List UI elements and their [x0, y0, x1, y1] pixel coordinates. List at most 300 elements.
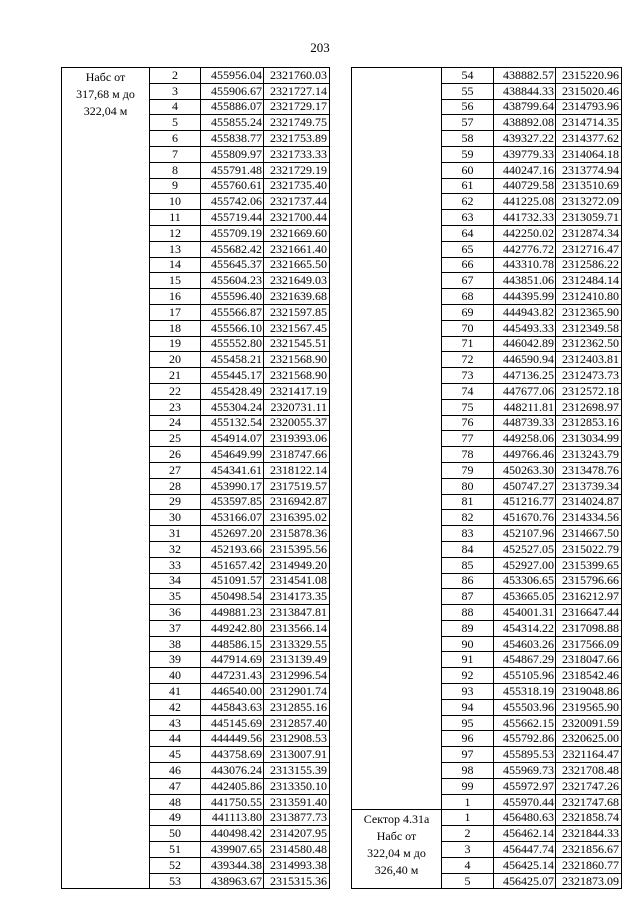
- x-coordinate: 453665.05: [494, 589, 556, 605]
- point-number: 31: [150, 526, 201, 542]
- x-coordinate: 452927.00: [494, 557, 556, 573]
- y-coordinate: 2319565.90: [556, 699, 622, 715]
- y-coordinate: 2321727.14: [264, 83, 330, 99]
- y-coordinate: 2315315.36: [264, 873, 330, 889]
- y-coordinate: 2315399.65: [556, 557, 622, 573]
- y-coordinate: 2312484.14: [556, 273, 622, 289]
- x-coordinate: 455596.40: [201, 289, 264, 305]
- x-coordinate: 454603.26: [494, 636, 556, 652]
- point-number: 65: [442, 241, 494, 257]
- x-coordinate: 441225.08: [494, 194, 556, 210]
- coordinates-table-left: [61, 67, 330, 889]
- y-coordinate: 2313155.39: [264, 763, 330, 779]
- point-number: 54: [442, 68, 494, 84]
- x-coordinate: 443758.69: [201, 747, 264, 763]
- point-number: 37: [150, 620, 201, 636]
- x-coordinate: 455742.06: [201, 194, 264, 210]
- y-coordinate: 2313243.79: [556, 447, 622, 463]
- point-number: 58: [442, 131, 494, 147]
- x-coordinate: 455105.96: [494, 668, 556, 684]
- y-coordinate: 2315022.79: [556, 541, 622, 557]
- x-coordinate: 455719.44: [201, 210, 264, 226]
- y-coordinate: 2312874.34: [556, 225, 622, 241]
- point-number: 96: [442, 731, 494, 747]
- x-coordinate: 455304.24: [201, 399, 264, 415]
- x-coordinate: 454001.31: [494, 605, 556, 621]
- point-number: 44: [150, 731, 201, 747]
- section-label-line: 326,40 м: [374, 863, 419, 878]
- y-coordinate: 2312996.54: [264, 668, 330, 684]
- y-coordinate: 2312855.16: [264, 699, 330, 715]
- x-coordinate: 441750.55: [201, 794, 264, 810]
- x-coordinate: 455792.86: [494, 731, 556, 747]
- x-coordinate: 455458.21: [201, 352, 264, 368]
- y-coordinate: 2318047.66: [556, 652, 622, 668]
- point-number: 1: [442, 810, 494, 826]
- x-coordinate: 438963.67: [201, 873, 264, 889]
- y-coordinate: 2312908.53: [264, 731, 330, 747]
- y-coordinate: 2312857.40: [264, 715, 330, 731]
- table-row: [352, 810, 622, 826]
- point-number: 38: [150, 636, 201, 652]
- point-number: 10: [150, 194, 201, 210]
- x-coordinate: 455809.97: [201, 146, 264, 162]
- y-coordinate: 2316647.44: [556, 605, 622, 621]
- y-coordinate: 2312853.16: [556, 415, 622, 431]
- x-coordinate: 451216.77: [494, 494, 556, 510]
- x-coordinate: 440247.16: [494, 162, 556, 178]
- point-number: 69: [442, 304, 494, 320]
- y-coordinate: 2321873.09: [556, 873, 622, 889]
- y-coordinate: 2317519.57: [264, 478, 330, 494]
- y-coordinate: 2312572.18: [556, 383, 622, 399]
- y-coordinate: 2321568.90: [264, 368, 330, 384]
- point-number: 87: [442, 589, 494, 605]
- y-coordinate: 2313774.94: [556, 162, 622, 178]
- point-number: 90: [442, 636, 494, 652]
- x-coordinate: 447231.43: [201, 668, 264, 684]
- point-number: 53: [150, 873, 201, 889]
- y-coordinate: 2314207.95: [264, 826, 330, 842]
- y-coordinate: 2321700.44: [264, 210, 330, 226]
- x-coordinate: 439779.33: [494, 146, 556, 162]
- point-number: 20: [150, 352, 201, 368]
- point-number: 16: [150, 289, 201, 305]
- y-coordinate: 2320055.37: [264, 415, 330, 431]
- x-coordinate: 451091.57: [201, 573, 264, 589]
- point-number: 13: [150, 241, 201, 257]
- blank-label-cell: [352, 68, 442, 810]
- y-coordinate: 2313350.10: [264, 778, 330, 794]
- y-coordinate: 2320091.59: [556, 715, 622, 731]
- x-coordinate: 455132.54: [201, 415, 264, 431]
- point-number: 52: [150, 857, 201, 873]
- point-number: 43: [150, 715, 201, 731]
- x-coordinate: 455855.24: [201, 115, 264, 131]
- point-number: 50: [150, 826, 201, 842]
- x-coordinate: 456447.74: [494, 842, 556, 858]
- point-number: 86: [442, 573, 494, 589]
- y-coordinate: 2318122.14: [264, 462, 330, 478]
- x-coordinate: 455682.42: [201, 241, 264, 257]
- y-coordinate: 2321417.19: [264, 383, 330, 399]
- x-coordinate: 455906.67: [201, 83, 264, 99]
- x-coordinate: 451670.76: [494, 510, 556, 526]
- point-number: 30: [150, 510, 201, 526]
- point-number: 49: [150, 810, 201, 826]
- y-coordinate: 2313329.55: [264, 636, 330, 652]
- x-coordinate: 456425.07: [494, 873, 556, 889]
- point-number: 11: [150, 210, 201, 226]
- point-number: 76: [442, 415, 494, 431]
- section-label-line: Набс от: [85, 70, 126, 84]
- y-coordinate: 2312349.58: [556, 320, 622, 336]
- table-row: [352, 68, 622, 84]
- point-number: 26: [150, 447, 201, 463]
- y-coordinate: 2314173.35: [264, 589, 330, 605]
- x-coordinate: 447914.69: [201, 652, 264, 668]
- point-number: 12: [150, 225, 201, 241]
- x-coordinate: 455566.87: [201, 304, 264, 320]
- point-number: 15: [150, 273, 201, 289]
- x-coordinate: 443076.24: [201, 763, 264, 779]
- y-coordinate: 2321639.68: [264, 289, 330, 305]
- y-coordinate: 2313510.69: [556, 178, 622, 194]
- section-label-line: Набс от: [376, 829, 417, 844]
- point-number: 18: [150, 320, 201, 336]
- x-coordinate: 449258.06: [494, 431, 556, 447]
- y-coordinate: 2312698.97: [556, 399, 622, 415]
- x-coordinate: 455956.04: [201, 68, 264, 84]
- section-label-line: 322,04 м: [83, 104, 128, 118]
- point-number: 62: [442, 194, 494, 210]
- point-number: 85: [442, 557, 494, 573]
- x-coordinate: 448739.33: [494, 415, 556, 431]
- section-label: [62, 68, 150, 889]
- y-coordinate: 2321749.75: [264, 115, 330, 131]
- point-number: 57: [442, 115, 494, 131]
- x-coordinate: 455645.37: [201, 257, 264, 273]
- point-number: 40: [150, 668, 201, 684]
- x-coordinate: 446042.89: [494, 336, 556, 352]
- y-coordinate: 2320625.00: [556, 731, 622, 747]
- y-coordinate: 2313847.81: [264, 605, 330, 621]
- point-number: 8: [150, 162, 201, 178]
- y-coordinate: 2320731.11: [264, 399, 330, 415]
- y-coordinate: 2321729.17: [264, 99, 330, 115]
- x-coordinate: 456480.63: [494, 810, 556, 826]
- x-coordinate: 449242.80: [201, 620, 264, 636]
- x-coordinate: 446590.94: [494, 352, 556, 368]
- x-coordinate: 445843.63: [201, 699, 264, 715]
- y-coordinate: 2321649.03: [264, 273, 330, 289]
- point-number: 56: [442, 99, 494, 115]
- x-coordinate: 453990.17: [201, 478, 264, 494]
- x-coordinate: 453597.85: [201, 494, 264, 510]
- x-coordinate: 455662.15: [494, 715, 556, 731]
- x-coordinate: 441732.33: [494, 210, 556, 226]
- point-number: 48: [150, 794, 201, 810]
- x-coordinate: 449766.46: [494, 447, 556, 463]
- x-coordinate: 455604.23: [201, 273, 264, 289]
- x-coordinate: 447677.06: [494, 383, 556, 399]
- y-coordinate: 2321735.40: [264, 178, 330, 194]
- x-coordinate: 446540.00: [201, 684, 264, 700]
- x-coordinate: 454914.07: [201, 431, 264, 447]
- point-number: 47: [150, 778, 201, 794]
- point-number: 59: [442, 146, 494, 162]
- y-coordinate: 2321661.40: [264, 241, 330, 257]
- point-number: 97: [442, 747, 494, 763]
- x-coordinate: 454314.22: [494, 620, 556, 636]
- point-number: 1: [442, 794, 494, 810]
- y-coordinate: 2313034.99: [556, 431, 622, 447]
- section-label-line: 322,04 м до: [367, 846, 426, 861]
- y-coordinate: 2314714.35: [556, 115, 622, 131]
- point-number: 67: [442, 273, 494, 289]
- x-coordinate: 453166.07: [201, 510, 264, 526]
- y-coordinate: 2321597.85: [264, 304, 330, 320]
- section-label: [352, 810, 442, 889]
- y-coordinate: 2314580.48: [264, 842, 330, 858]
- x-coordinate: 438892.08: [494, 115, 556, 131]
- point-number: 75: [442, 399, 494, 415]
- point-number: 68: [442, 289, 494, 305]
- y-coordinate: 2313877.73: [264, 810, 330, 826]
- x-coordinate: 452527.05: [494, 541, 556, 557]
- y-coordinate: 2312362.50: [556, 336, 622, 352]
- point-number: 14: [150, 257, 201, 273]
- x-coordinate: 454341.61: [201, 462, 264, 478]
- point-number: 46: [150, 763, 201, 779]
- x-coordinate: 438882.57: [494, 68, 556, 84]
- y-coordinate: 2313007.91: [264, 747, 330, 763]
- point-number: 3: [442, 842, 494, 858]
- x-coordinate: 444395.99: [494, 289, 556, 305]
- point-number: 4: [150, 99, 201, 115]
- point-number: 35: [150, 589, 201, 605]
- y-coordinate: 2315796.66: [556, 573, 622, 589]
- point-number: 29: [150, 494, 201, 510]
- y-coordinate: 2314064.18: [556, 146, 622, 162]
- y-coordinate: 2313566.14: [264, 620, 330, 636]
- x-coordinate: 453306.65: [494, 573, 556, 589]
- y-coordinate: 2313739.34: [556, 478, 622, 494]
- y-coordinate: 2315220.96: [556, 68, 622, 84]
- point-number: 73: [442, 368, 494, 384]
- point-number: 93: [442, 684, 494, 700]
- y-coordinate: 2321733.33: [264, 146, 330, 162]
- x-coordinate: 439907.65: [201, 842, 264, 858]
- y-coordinate: 2312473.73: [556, 368, 622, 384]
- y-coordinate: 2321737.44: [264, 194, 330, 210]
- y-coordinate: 2321760.03: [264, 68, 330, 84]
- y-coordinate: 2317098.88: [556, 620, 622, 636]
- point-number: 6: [150, 131, 201, 147]
- y-coordinate: 2321747.68: [556, 794, 622, 810]
- y-coordinate: 2321545.51: [264, 336, 330, 352]
- y-coordinate: 2313591.40: [264, 794, 330, 810]
- point-number: 32: [150, 541, 201, 557]
- x-coordinate: 445145.69: [201, 715, 264, 731]
- x-coordinate: 455970.44: [494, 794, 556, 810]
- x-coordinate: 455886.07: [201, 99, 264, 115]
- x-coordinate: 440498.42: [201, 826, 264, 842]
- point-number: 34: [150, 573, 201, 589]
- y-coordinate: 2321708.48: [556, 763, 622, 779]
- y-coordinate: 2321858.74: [556, 810, 622, 826]
- point-number: 4: [442, 857, 494, 873]
- point-number: 22: [150, 383, 201, 399]
- y-coordinate: 2321856.67: [556, 842, 622, 858]
- point-number: 92: [442, 668, 494, 684]
- point-number: 36: [150, 605, 201, 621]
- x-coordinate: 448586.15: [201, 636, 264, 652]
- x-coordinate: 444943.82: [494, 304, 556, 320]
- point-number: 19: [150, 336, 201, 352]
- y-coordinate: 2318747.66: [264, 447, 330, 463]
- x-coordinate: 438844.33: [494, 83, 556, 99]
- point-number: 51: [150, 842, 201, 858]
- y-coordinate: 2313272.09: [556, 194, 622, 210]
- point-number: 74: [442, 383, 494, 399]
- x-coordinate: 452697.20: [201, 526, 264, 542]
- y-coordinate: 2321567.45: [264, 320, 330, 336]
- x-coordinate: 455503.96: [494, 699, 556, 715]
- y-coordinate: 2321844.33: [556, 826, 622, 842]
- x-coordinate: 441113.80: [201, 810, 264, 826]
- x-coordinate: 443851.06: [494, 273, 556, 289]
- y-coordinate: 2315878.36: [264, 526, 330, 542]
- y-coordinate: 2312901.74: [264, 684, 330, 700]
- y-coordinate: 2314949.20: [264, 557, 330, 573]
- x-coordinate: 442250.02: [494, 225, 556, 241]
- x-coordinate: 455552.80: [201, 336, 264, 352]
- y-coordinate: 2312586.22: [556, 257, 622, 273]
- y-coordinate: 2315395.56: [264, 541, 330, 557]
- y-coordinate: 2318542.46: [556, 668, 622, 684]
- y-coordinate: 2313139.49: [264, 652, 330, 668]
- point-number: 33: [150, 557, 201, 573]
- x-coordinate: 455838.77: [201, 131, 264, 147]
- point-number: 27: [150, 462, 201, 478]
- point-number: 42: [150, 699, 201, 715]
- x-coordinate: 450747.27: [494, 478, 556, 494]
- point-number: 64: [442, 225, 494, 241]
- x-coordinate: 449881.23: [201, 605, 264, 621]
- x-coordinate: 445493.33: [494, 320, 556, 336]
- x-coordinate: 447136.25: [494, 368, 556, 384]
- table-row: [62, 68, 330, 84]
- x-coordinate: 455566.10: [201, 320, 264, 336]
- point-number: 55: [442, 83, 494, 99]
- x-coordinate: 455318.19: [494, 684, 556, 700]
- y-coordinate: 2312365.90: [556, 304, 622, 320]
- y-coordinate: 2319048.86: [556, 684, 622, 700]
- y-coordinate: 2321665.50: [264, 257, 330, 273]
- y-coordinate: 2314334.56: [556, 510, 622, 526]
- y-coordinate: 2312403.81: [556, 352, 622, 368]
- point-number: 9: [150, 178, 201, 194]
- y-coordinate: 2321568.90: [264, 352, 330, 368]
- x-coordinate: 456425.14: [494, 857, 556, 873]
- point-number: 77: [442, 431, 494, 447]
- point-number: 28: [150, 478, 201, 494]
- x-coordinate: 456462.14: [494, 826, 556, 842]
- section-label-line: 317,68 м до: [76, 87, 135, 101]
- y-coordinate: 2319393.06: [264, 431, 330, 447]
- point-number: 91: [442, 652, 494, 668]
- x-coordinate: 455760.61: [201, 178, 264, 194]
- x-coordinate: 450263.30: [494, 462, 556, 478]
- y-coordinate: 2314793.96: [556, 99, 622, 115]
- x-coordinate: 439344.38: [201, 857, 264, 873]
- y-coordinate: 2317566.09: [556, 636, 622, 652]
- y-coordinate: 2314993.38: [264, 857, 330, 873]
- y-coordinate: 2321753.89: [264, 131, 330, 147]
- point-number: 45: [150, 747, 201, 763]
- point-number: 66: [442, 257, 494, 273]
- x-coordinate: 455895.53: [494, 747, 556, 763]
- point-number: 78: [442, 447, 494, 463]
- point-number: 2: [150, 68, 201, 84]
- point-number: 82: [442, 510, 494, 526]
- x-coordinate: 452107.96: [494, 526, 556, 542]
- y-coordinate: 2321860.77: [556, 857, 622, 873]
- x-coordinate: 443310.78: [494, 257, 556, 273]
- y-coordinate: 2321729.19: [264, 162, 330, 178]
- point-number: 61: [442, 178, 494, 194]
- point-number: 60: [442, 162, 494, 178]
- point-number: 3: [150, 83, 201, 99]
- point-number: 80: [442, 478, 494, 494]
- x-coordinate: 454867.29: [494, 652, 556, 668]
- point-number: 23: [150, 399, 201, 415]
- point-number: 95: [442, 715, 494, 731]
- page-number: 203: [310, 40, 330, 55]
- y-coordinate: 2321669.60: [264, 225, 330, 241]
- point-number: 94: [442, 699, 494, 715]
- x-coordinate: 455709.19: [201, 225, 264, 241]
- point-number: 88: [442, 605, 494, 621]
- y-coordinate: 2314024.87: [556, 494, 622, 510]
- x-coordinate: 438799.64: [494, 99, 556, 115]
- x-coordinate: 454649.99: [201, 447, 264, 463]
- point-number: 83: [442, 526, 494, 542]
- x-coordinate: 455428.49: [201, 383, 264, 399]
- y-coordinate: 2316942.87: [264, 494, 330, 510]
- coordinates-table-right: [351, 67, 622, 889]
- point-number: 63: [442, 210, 494, 226]
- x-coordinate: 455972.97: [494, 778, 556, 794]
- y-coordinate: 2314541.08: [264, 573, 330, 589]
- x-coordinate: 442776.72: [494, 241, 556, 257]
- x-coordinate: 442405.86: [201, 778, 264, 794]
- point-number: 98: [442, 763, 494, 779]
- y-coordinate: 2315020.46: [556, 83, 622, 99]
- point-number: 24: [150, 415, 201, 431]
- x-coordinate: 448211.81: [494, 399, 556, 415]
- point-number: 89: [442, 620, 494, 636]
- y-coordinate: 2321164.47: [556, 747, 622, 763]
- point-number: 21: [150, 368, 201, 384]
- point-number: 25: [150, 431, 201, 447]
- x-coordinate: 450498.54: [201, 589, 264, 605]
- x-coordinate: 451657.42: [201, 557, 264, 573]
- x-coordinate: 439327.22: [494, 131, 556, 147]
- x-coordinate: 444449.56: [201, 731, 264, 747]
- y-coordinate: 2316212.97: [556, 589, 622, 605]
